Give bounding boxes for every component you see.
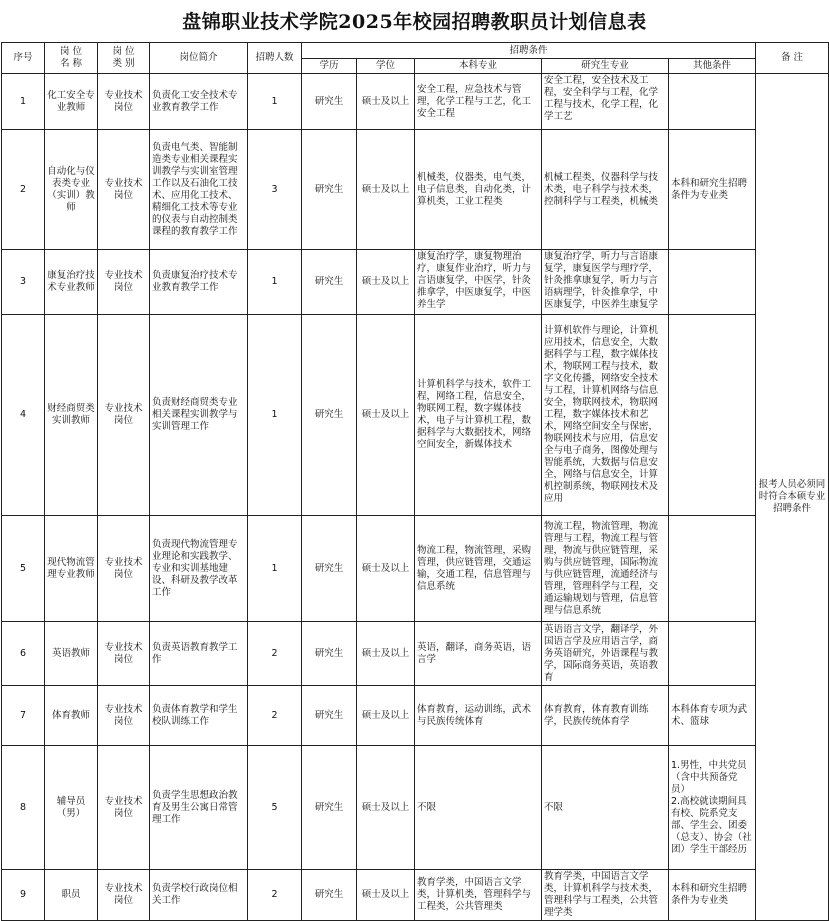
education-cell: 研究生 <box>302 746 357 870</box>
count-cell: 3 <box>248 130 302 250</box>
undergrad-major-cell: 物流工程，物流管理，采购管理，供应链管理，交通运输，交通工程，信息管理与信息系统 <box>415 516 542 622</box>
position-name-cell: 现代物流管理专业教师 <box>45 516 98 622</box>
seq-cell: 8 <box>2 746 45 870</box>
education-cell: 研究生 <box>302 74 357 130</box>
count-cell: 1 <box>248 516 302 622</box>
intro-cell: 负责化工安全技术专业教育教学工作 <box>150 74 248 130</box>
grad-major-cell: 机械工程类，仪器科学与技术类，电子科学与技术类，控制科学与工程类，机械类 <box>542 130 669 250</box>
position-name-cell: 自动化与仪表类专业（实训）教师 <box>45 130 98 250</box>
education-cell: 研究生 <box>302 315 357 516</box>
degree-cell: 硕士及以上 <box>357 74 415 130</box>
other-conditions-cell <box>669 622 756 686</box>
intro-cell: 负责现代物流管理专业理论和实践教学、专业和实训基地建设、科研及教学改革工作 <box>150 516 248 622</box>
header-conditions: 招聘条件 <box>302 43 756 59</box>
intro-cell: 负责学生思想政治教育及男生公寓日常管理工作 <box>150 746 248 870</box>
header-position-name: 岗 位 名 称 <box>45 43 98 74</box>
position-type-cell: 专业技术岗位 <box>98 870 150 921</box>
other-conditions-cell: 本科和研究生招聘条件为专业类 <box>669 130 756 250</box>
position-name-cell: 化工安全专业教师 <box>45 74 98 130</box>
count-cell: 1 <box>248 250 302 315</box>
count-cell: 5 <box>248 746 302 870</box>
remarks-cell: 报考人员必须同时符合本硕专业招聘条件 <box>756 74 829 921</box>
intro-cell: 负责财经商贸类专业相关课程实训教学与实训管理工作 <box>150 315 248 516</box>
grad-major-cell: 不限 <box>542 746 669 870</box>
degree-cell: 硕士及以上 <box>357 870 415 921</box>
undergrad-major-cell: 机械类，仪器类，电气类，电子信息类，自动化类，计算机类，工业工程类 <box>415 130 542 250</box>
undergrad-major-cell: 安全工程，应急技术与管理，化学工程与工艺，化工安全工程 <box>415 74 542 130</box>
position-name-cell: 职员 <box>45 870 98 921</box>
undergrad-major-cell: 体育教育，运动训练，武术与民族传统体育 <box>415 686 542 746</box>
other-conditions-cell: 本科和研究生招聘条件为专业类 <box>669 870 756 921</box>
header-other: 其他条件 <box>669 59 756 74</box>
count-cell: 1 <box>248 315 302 516</box>
position-name-cell: 体育教师 <box>45 686 98 746</box>
count-cell: 1 <box>248 74 302 130</box>
grad-major-cell: 物流工程，物流管理，物流管理与工程，物流工程与管理，物流与供应链管理，采购与供应链管理，国际物流与供应链管理，流通经济与管理，管理科学与工程，交通运输规划与管理，信息管理与信息系统 <box>542 516 669 622</box>
recruitment-table <box>1 42 829 921</box>
degree-cell: 硕士及以上 <box>357 746 415 870</box>
table-row <box>2 130 829 250</box>
table-row <box>2 870 829 921</box>
position-type-cell: 专业技术岗位 <box>98 516 150 622</box>
other-conditions-cell <box>669 250 756 315</box>
header-grad-major: 研究生专业 <box>542 59 669 74</box>
count-cell: 2 <box>248 622 302 686</box>
undergrad-major-cell: 康复治疗学，康复物理治疗，康复作业治疗，听力与言语康复学，中医学，针灸推拿学，中医康复学，中医养生学 <box>415 250 542 315</box>
seq-cell: 4 <box>2 315 45 516</box>
grad-major-cell: 教育学类，中国语言文学类，计算机科学与技术类，管理科学与工程类，公共管理学类 <box>542 870 669 921</box>
degree-cell: 硕士及以上 <box>357 250 415 315</box>
count-cell: 2 <box>248 870 302 921</box>
position-type-cell: 专业技术岗位 <box>98 250 150 315</box>
position-type-cell: 专业技术岗位 <box>98 746 150 870</box>
seq-cell: 3 <box>2 250 45 315</box>
seq-cell: 7 <box>2 686 45 746</box>
table-row <box>2 746 829 870</box>
intro-cell: 负责学校行政岗位相关工作 <box>150 870 248 921</box>
other-conditions-cell: 1.男性，中共党员（含中共预备党员） 2.高校就读期间具有校、院系党支部、学生会、团委（总支）、协会（社团）学生干部经历 <box>669 746 756 870</box>
count-cell: 2 <box>248 686 302 746</box>
position-type-cell: 专业技术岗位 <box>98 686 150 746</box>
position-type-cell: 专业技术岗位 <box>98 315 150 516</box>
intro-cell: 负责英语教育教学工作 <box>150 622 248 686</box>
header-degree: 学位 <box>357 59 415 74</box>
position-name-cell: 财经商贸类实训教师 <box>45 315 98 516</box>
undergrad-major-cell: 教育学类，中国语言文学类，计算机类，管理科学与工程类，公共管理类 <box>415 870 542 921</box>
undergrad-major-cell: 不限 <box>415 746 542 870</box>
education-cell: 研究生 <box>302 686 357 746</box>
seq-cell: 2 <box>2 130 45 250</box>
position-name-cell: 辅导员（男） <box>45 746 98 870</box>
table-row <box>2 74 829 130</box>
degree-cell: 硕士及以上 <box>357 315 415 516</box>
education-cell: 研究生 <box>302 622 357 686</box>
grad-major-cell: 康复治疗学，听力与言语康复学，康复医学与理疗学，针灸推拿康复学，听力与言语病理学，针灸推拿学，中医康复学，中医养生康复学 <box>542 250 669 315</box>
header-undergrad-major: 本科专业 <box>415 59 542 74</box>
grad-major-cell: 体育教育，体育教育训练学，民族传统体育学 <box>542 686 669 746</box>
education-cell: 研究生 <box>302 130 357 250</box>
table-row <box>2 622 829 686</box>
table-row <box>2 686 829 746</box>
degree-cell: 硕士及以上 <box>357 622 415 686</box>
other-conditions-cell: 本科体育专项为武术、篮球 <box>669 686 756 746</box>
position-name-cell: 康复治疗技术专业教师 <box>45 250 98 315</box>
seq-cell: 6 <box>2 622 45 686</box>
table-row <box>2 315 829 516</box>
header-position-type: 岗 位 类 别 <box>98 43 150 74</box>
intro-cell: 负责体育教学和学生校队训练工作 <box>150 686 248 746</box>
grad-major-cell: 计算机软件与理论，计算机应用技术，信息安全，大数据科学与工程，数字媒体技术，物联网工程与技术，数字文化传播，网络安全技术与工程，计算机网络与信息安全，物联网技术，物联网工程，数字媒体技术和艺术，网络空间安全与保密，物联网技术与应用，信息安全与电子商务，图像处理与智能系统，大数据与信息安全，网络与信息安全，计算机控制系统，物联网技术及应用 <box>542 315 669 516</box>
header-remarks: 备 注 <box>756 43 829 74</box>
position-type-cell: 专业技术岗位 <box>98 74 150 130</box>
page-title: 盘锦职业技术学院2025年校园招聘教职员计划信息表 <box>182 11 647 33</box>
education-cell: 研究生 <box>302 870 357 921</box>
header-education: 学历 <box>302 59 357 74</box>
degree-cell: 硕士及以上 <box>357 516 415 622</box>
degree-cell: 硕士及以上 <box>357 686 415 746</box>
education-cell: 研究生 <box>302 250 357 315</box>
header-count: 招聘人数 <box>248 43 302 74</box>
table-row <box>2 250 829 315</box>
intro-cell: 负责电气类、智能制造类专业相关课程实训教学与实训室管理工作以及石油化工技术、应用化工技术、精细化工技术等专业的仪表与自动控制类课程的教育教学工作 <box>150 130 248 250</box>
education-cell: 研究生 <box>302 516 357 622</box>
seq-cell: 9 <box>2 870 45 921</box>
seq-cell: 1 <box>2 74 45 130</box>
header-intro: 岗位简介 <box>150 43 248 74</box>
seq-cell: 5 <box>2 516 45 622</box>
position-type-cell: 专业技术岗位 <box>98 622 150 686</box>
other-conditions-cell <box>669 315 756 516</box>
table-row <box>2 516 829 622</box>
position-name-cell: 英语教师 <box>45 622 98 686</box>
degree-cell: 硕士及以上 <box>357 130 415 250</box>
grad-major-cell: 英语语言文学，翻译学，外国语言学及应用语言学，商务英语研究，外语课程与教学，国际商务英语，英语教育 <box>542 622 669 686</box>
undergrad-major-cell: 计算机科学与技术，软件工程，网络工程，信息安全，物联网工程，数字媒体技术，电子与计算机工程，数据科学与大数据技术，网络空间安全，新媒体技术 <box>415 315 542 516</box>
other-conditions-cell <box>669 74 756 130</box>
other-conditions-cell <box>669 516 756 622</box>
undergrad-major-cell: 英语，翻译，商务英语，语言学 <box>415 622 542 686</box>
grad-major-cell: 安全工程，安全技术及工程，安全科学与工程，化学工程与技术，化学工程，化学工艺 <box>542 74 669 130</box>
header-seq: 序号 <box>2 43 45 74</box>
intro-cell: 负责康复治疗技术专业教育教学工作 <box>150 250 248 315</box>
position-type-cell: 专业技术岗位 <box>98 130 150 250</box>
